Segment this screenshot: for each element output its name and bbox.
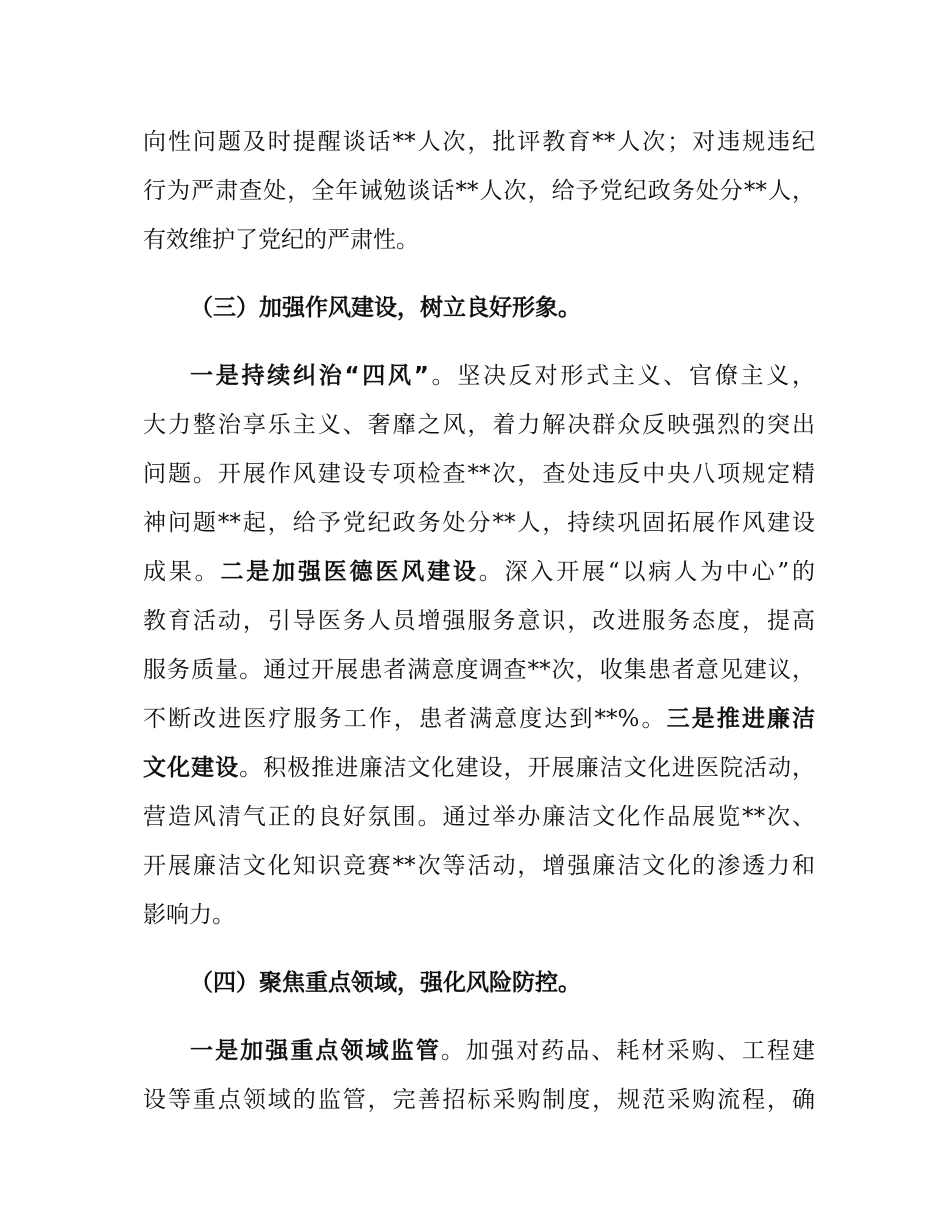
body-text: 有效维护了党纪的严肃性。 (143, 227, 419, 253)
bold-text: 二是加强医德医风建设 (220, 559, 479, 585)
body-text: 神问题**起，给予党纪政务处分**人，持续巩固拓展作风建设 (143, 510, 815, 536)
text-line (143, 744, 815, 793)
text-line (143, 216, 815, 265)
text-line (143, 450, 815, 499)
text-line (143, 695, 815, 744)
document-page (143, 118, 815, 1144)
body-text: 。深入开展“以病人为中心”的 (478, 559, 816, 585)
text-line (143, 793, 815, 842)
text-line (143, 401, 815, 450)
heading-section-3 (143, 284, 815, 333)
heading-section-4 (143, 959, 815, 1008)
body-text: 设等重点领域的监管，完善招标采购制度，规范采购流程，确 (143, 1087, 815, 1113)
bold-text: 一是加强重点领域监管 (190, 1038, 441, 1064)
text-line (143, 352, 815, 401)
text-line (143, 499, 815, 548)
text-line (143, 891, 815, 940)
body-text: 成果。 (143, 559, 221, 585)
bold-text: 一是持续纠治“四风” (190, 363, 429, 389)
body-text: 向性问题及时提醒谈话**人次，批评教育**人次；对违规违纪 (143, 129, 815, 155)
body-text: 问题。开展作风建设专项检查**次，查处违反中央八项规定精 (143, 461, 815, 487)
text-line (143, 597, 815, 646)
paragraph-work-style (143, 352, 815, 940)
body-text: 教育活动，引导医务人员增强服务意识，改进服务态度，提高 (143, 608, 815, 634)
body-text: 。积极推进廉洁文化建设，开展廉洁文化进医院活动， (239, 755, 816, 781)
text-line (143, 1027, 815, 1076)
body-text: 大力整治享乐主义、奢靡之风，着力解决群众反映强烈的突出 (143, 412, 815, 438)
bold-text: （三）加强作风建设，树立良好形象。 (190, 295, 581, 321)
text-line (143, 959, 815, 1008)
body-text: 服务质量。通过开展患者满意度调查**次，收集患者意见建议， (143, 657, 815, 683)
paragraph-key-areas (143, 1027, 815, 1125)
body-text: 不断改进医疗服务工作，患者满意度达到**%。 (143, 706, 667, 732)
body-text: 开展廉洁文化知识竞赛**次等活动，增强廉洁文化的渗透力和 (143, 853, 815, 879)
text-line (143, 284, 815, 333)
body-text: 。加强对药品、耗材采购、工程建 (440, 1038, 816, 1064)
body-text: 。坚决反对形式主义、官僚主义， (428, 363, 816, 389)
text-line (143, 118, 815, 167)
text-line (143, 1076, 815, 1125)
text-line (143, 646, 815, 695)
text-line (143, 842, 815, 891)
text-line (143, 548, 815, 597)
body-text: 影响力。 (143, 902, 235, 928)
bold-text: 三是推进廉洁 (666, 706, 816, 732)
text-line (143, 167, 815, 216)
paragraph-discipline-continued (143, 118, 815, 265)
body-text: 行为严肃查处，全年诫勉谈话**人次，给予党纪政务处分**人， (143, 178, 815, 204)
bold-text: 文化建设 (143, 755, 240, 781)
bold-text: （四）聚焦重点领域，强化风险防控。 (190, 970, 581, 996)
body-text: 营造风清气正的良好氛围。通过举办廉洁文化作品展览**次、 (143, 804, 815, 830)
